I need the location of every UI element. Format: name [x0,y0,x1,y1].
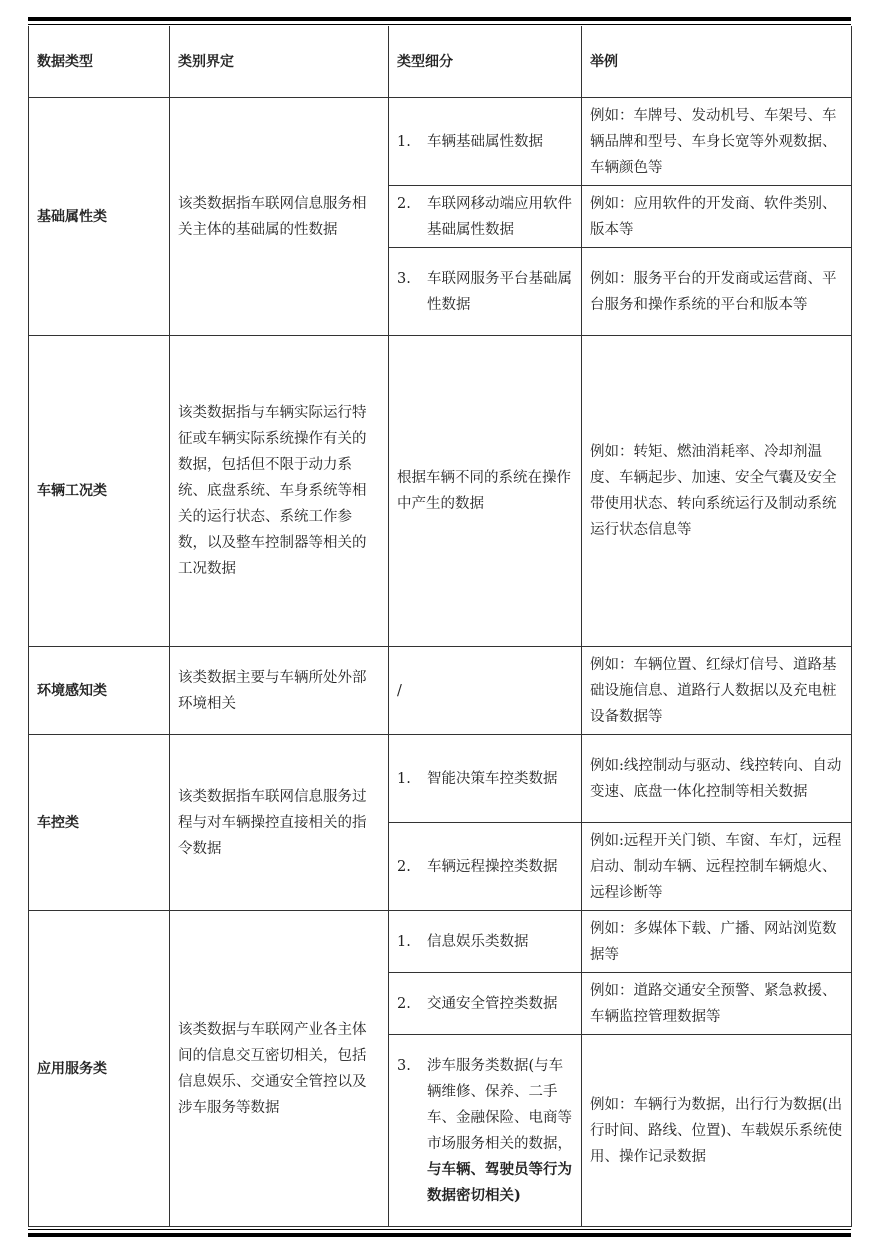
subtype-cell [389,98,582,186]
header-data-type: 数据类型 [29,26,170,98]
subtype-number: 2. [397,195,411,212]
subtype-text: 车辆远程操控类数据 [427,858,558,875]
definition-cell: 该类数据指车联网信息服务相关主体的基础属的性数据 [170,98,389,336]
subtype-text: 车辆基础属性数据 [427,133,543,150]
subtype-cell: / [389,647,582,735]
table-row [29,647,852,735]
subtype-text-bold: 与车辆、驾驶员等行为数据密切相关) [427,1160,572,1204]
subtype-number: 1. [397,770,411,787]
example-cell: 例如：道路交通安全预警、紧急救援、车辆监控管理数据等 [582,973,852,1035]
table-top-thin-rule [28,24,851,25]
subtype-cell [389,973,582,1035]
subtype-cell [389,1035,582,1227]
subtype-text [427,1053,573,1209]
subtype-number: 2. [397,995,411,1012]
subtype-number: 1. [397,133,411,150]
subtype-number: 3. [397,270,411,287]
table-row [29,98,852,186]
subtype-number: 1. [397,933,411,950]
definition-cell: 该类数据主要与车辆所处外部环境相关 [170,647,389,735]
subtype-text: 车联网移动端应用软件基础属性数据 [427,195,572,238]
example-cell: 例如：车辆行为数据，出行行为数据(出行时间、路线、位置)、车载娱乐系统使用、操作记录数据 [582,1035,852,1227]
type-cell: 基础属性类 [29,98,170,336]
example-cell: 例如：服务平台的开发商或运营商、平台服务和操作系统的平台和版本等 [582,248,852,336]
data-classification-table [28,26,852,1227]
example-cell: 例如：车牌号、发动机号、车架号、车辆品牌和型号、车身长宽等外观数据、车辆颜色等 [582,98,852,186]
definition-cell: 该类数据指车联网信息服务过程与对车辆操控直接相关的指令数据 [170,735,389,911]
type-cell: 环境感知类 [29,647,170,735]
subtype-text: 交通安全管控类数据 [427,995,558,1012]
header-example: 举例 [582,26,852,98]
table-bottom-thin-rule [28,1229,851,1230]
example-cell: 例如:远程开关门锁、车窗、车灯，远程启动、制动车辆、远程控制车辆熄火、远程诊断等 [582,823,852,911]
example-cell: 例如：转矩、燃油消耗率、冷却剂温度、车辆起步、加速、安全气囊及安全带使用状态、转向系统运行及制动系统运行状态信息等 [582,336,852,647]
example-cell: 例如：应用软件的开发商、软件类别、版本等 [582,186,852,248]
subtype-cell [389,911,582,973]
header-definition: 类别界定 [170,26,389,98]
example-cell: 例如:线控制动与驱动、线控转向、自动变速、底盘一体化控制等相关数据 [582,735,852,823]
subtype-cell: 根据车辆不同的系统在操作中产生的数据 [389,336,582,647]
example-cell: 例如：多媒体下载、广播、网站浏览数据等 [582,911,852,973]
table-bottom-thick-rule [28,1233,851,1237]
subtype-text-regular: 涉车服务类数据(与车辆维修、保养、二手车、金融保险、电商等市场服务相关的数据， [427,1057,572,1152]
table-row [29,911,852,973]
definition-cell: 该类数据指与车辆实际运行特征或车辆实际系统操作有关的数据，包括但不限于动力系统、底盘系统、车身系统等相关的运行状态、系统工作参数，以及整车控制器等相关的工况数据 [170,336,389,647]
table-top-thick-rule [28,17,851,21]
subtype-text: 信息娱乐类数据 [427,933,529,950]
subtype-text: 智能决策车控类数据 [427,770,558,787]
table-row [29,336,852,647]
subtype-cell [389,186,582,248]
subtype-text: 车联网服务平台基础属性数据 [427,270,572,313]
definition-cell: 该类数据与车联网产业各主体间的信息交互密切相关，包括信息娱乐、交通安全管控以及涉车服务等数据 [170,911,389,1227]
subtype-cell [389,823,582,911]
example-cell: 例如：车辆位置、红绿灯信号、道路基础设施信息、道路行人数据以及充电桩设备数据等 [582,647,852,735]
subtype-number: 3. [397,1057,411,1074]
table-row [29,735,852,823]
type-cell: 应用服务类 [29,911,170,1227]
subtype-cell [389,735,582,823]
subtype-number: 2. [397,858,411,875]
header-subtype: 类型细分 [389,26,582,98]
type-cell: 车控类 [29,735,170,911]
subtype-cell [389,248,582,336]
type-cell: 车辆工况类 [29,336,170,647]
table-header-row [29,26,852,98]
